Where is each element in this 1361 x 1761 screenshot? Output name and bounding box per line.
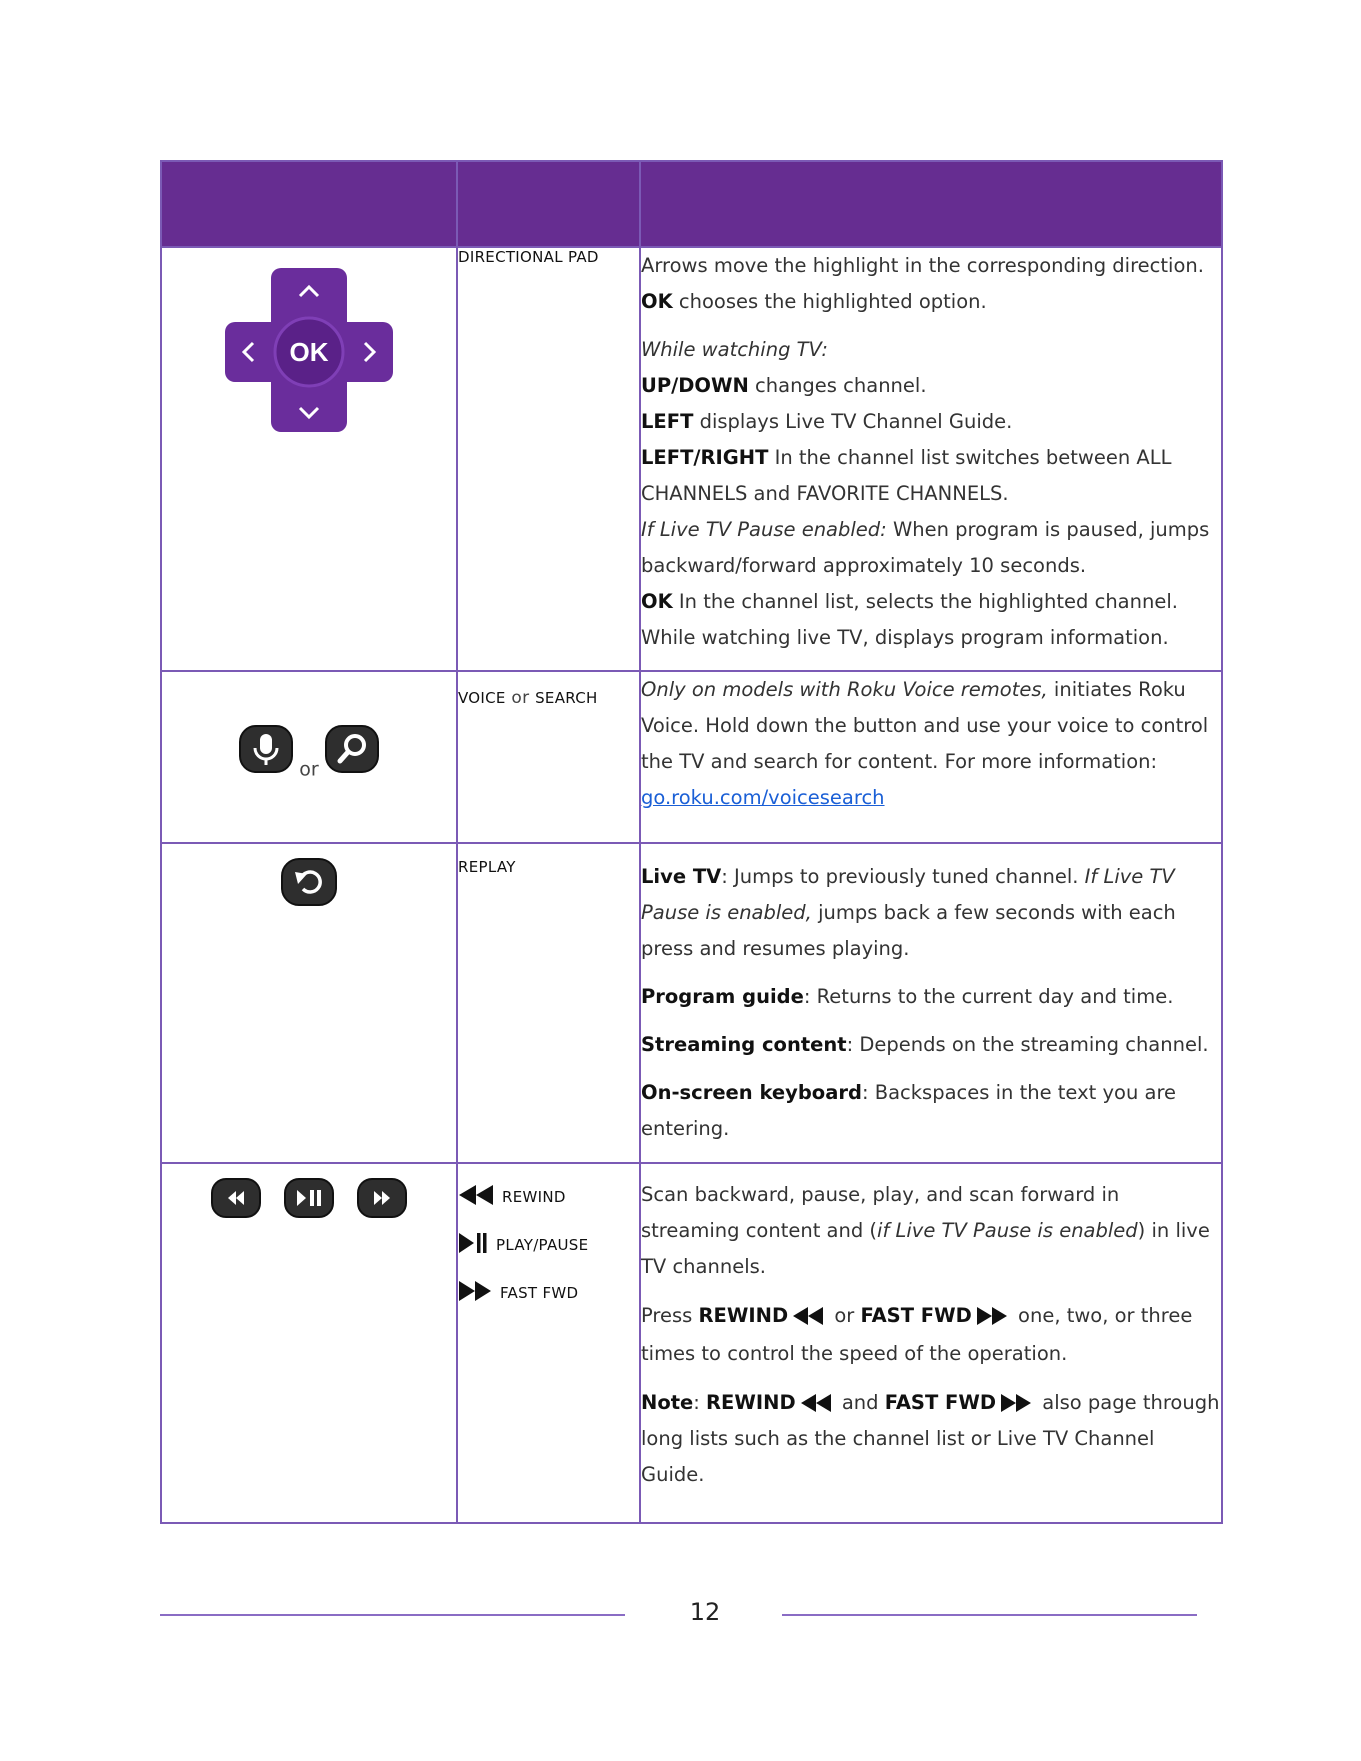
fast-forward-icon — [976, 1306, 1008, 1326]
voicesearch-link[interactable]: go.roku.com/voicesearch — [641, 786, 885, 809]
rewind-icon — [800, 1393, 832, 1413]
table-row-voice — [161, 671, 1222, 843]
dpad-icon — [219, 260, 399, 440]
svg-text:OK: OK — [289, 337, 329, 367]
header-cell-name — [457, 161, 640, 247]
fast-forward-icon — [1000, 1393, 1032, 1413]
fast-forward-button-icon — [356, 1177, 408, 1219]
rewind-button-icon — [210, 1177, 262, 1219]
table-row-dpad — [161, 247, 1222, 671]
transport-image-cell — [161, 1163, 457, 1523]
rewind-icon — [458, 1184, 494, 1206]
dpad-desc-intro: Arrows move the highlight in the corresponding direction. OK chooses the highlighted option. — [641, 254, 1204, 313]
play-pause-label: PLAY/PAUSE — [458, 1232, 639, 1254]
voice-or-label: or — [299, 758, 319, 781]
page-number: 12 — [689, 1598, 721, 1626]
play-pause-icon — [458, 1232, 488, 1254]
dpad-desc-watching: While watching TV: UP/DOWN changes channel. LEFT displays Live TV Channel Guide. LEFT/RIGHT In the channel list switches between ALL CHANNELS and FAVORITE CHANNELS. If Live TV Pause enabled: When program is paused, jumps backward/forward approximately 10 seconds. OK In the channel list, selects the highlighted channel. While watching live TV, displays program information. — [641, 338, 1210, 649]
replay-image-cell — [161, 843, 457, 1163]
footer-rule-right — [782, 1614, 1197, 1616]
microphone-icon — [238, 724, 294, 774]
remote-buttons-table — [160, 160, 1223, 1524]
voice-name: VOICE or SEARCH — [457, 671, 640, 843]
voice-image-cell — [161, 671, 457, 843]
table-row-replay — [161, 843, 1222, 1163]
footer-rule-left — [160, 1614, 625, 1616]
header-cell-button — [161, 161, 457, 247]
header-cell-description — [640, 161, 1222, 247]
dpad-description — [640, 247, 1222, 671]
replay-name: REPLAY — [457, 843, 640, 1163]
table-row-transport — [161, 1163, 1222, 1523]
table-header-row — [161, 161, 1222, 247]
transport-description: Scan backward, pause, play, and scan forward in streaming content and (if Live TV Pause is enabled) in live TV channels. Press REWIND or FAST FWD one, two, or three times to control the speed of the operation. Note: REWIND and FAST FWD also page through long lists such as the channel list or Live TV Channel Guide. — [640, 1163, 1222, 1523]
dpad-image-cell — [161, 247, 457, 671]
rewind-label: REWIND — [458, 1184, 639, 1206]
transport-names — [457, 1163, 640, 1523]
play-pause-button-icon — [283, 1177, 335, 1219]
replay-description: Live TV: Jumps to previously tuned channel. If Live TV Pause is enabled, jumps back a few seconds with each press and resumes playing. Program guide: Returns to the current day and time. Streaming content: Depends on the streaming channel. On-screen keyboard: Backspaces in the text you are entering. — [640, 843, 1222, 1163]
replay-icon — [280, 857, 338, 907]
voice-description: Only on models with Roku Voice remotes, initiates Roku Voice. Hold down the button and use your voice to control the TV and search for content. For more information: go.roku.com/voicesearch — [640, 671, 1222, 843]
search-icon — [324, 724, 380, 774]
dpad-name: DIRECTIONAL PAD — [457, 247, 640, 671]
fast-forward-icon — [458, 1280, 492, 1302]
fast-fwd-label: FAST FWD — [458, 1280, 639, 1302]
rewind-icon — [792, 1306, 824, 1326]
